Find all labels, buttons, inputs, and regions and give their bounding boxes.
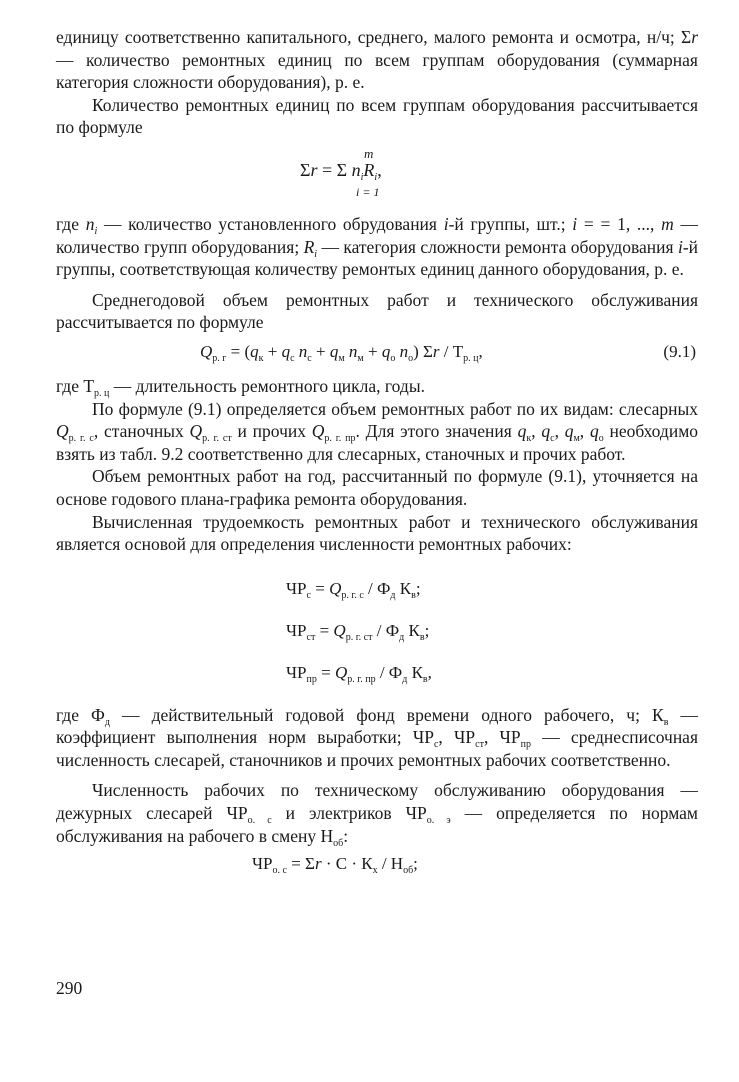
paragraph-3: где $n_i$ — количество установленного обрудования i-й группы, шт.; i = = 1, ..., m — количество групп оборудования; $R_i$ — категория сложности ремонта оборудования i-й группы, соответствующая количеству ремонтых единиц данного оборудования, р. е.: [56, 213, 699, 280]
page-number: 290: [56, 978, 83, 998]
formula-9-1-number: (9.1): [663, 341, 696, 361]
paragraph-5: где $Т_{р. ц}$ — длительность ремонтного цикла, годы.: [56, 375, 425, 399]
formula-chr-pr: $ЧР_{пр} = Q_{р. г. пр} / Ф_д$ $К_в$,: [286, 662, 432, 685]
sum-lower-limit: i = 1: [356, 184, 380, 199]
formula-9-1: [56, 339, 698, 367]
paragraph-1: единицу соответственно капитального, среднего, малого ремонта и осмотра, н/ч; Σr — количество ремонтных единиц по всем группам оборудования (суммарная категория сложности оборудования), р. е.: [56, 27, 698, 93]
document-page: [56, 26, 698, 876]
formula-chr-s: $ЧР_с = Q_{р. г. с} / Ф_д$ $К_в$;: [286, 578, 421, 601]
paragraph-7: Объем ремонтных работ на год, рассчитанный по формуле (9.1), уточняется на основе годового плана-графика ремонта оборудования.: [56, 466, 698, 509]
formula-sum-r: [56, 143, 698, 213]
formula-chr-st: $ЧР_{ст} = Q_{р. г. ст} / Ф_д$ $К_в$;: [286, 620, 430, 643]
paragraph-9: где $Ф_д$ — действительный годовой фонд времени одного рабочего, ч; $К_в$ — коэффициент выполнения норм выработки; $ЧР_с$, $ЧР_{ст}$, $ЧР_{пр}$ — среднесписочная численность слесарей, станочников и прочих ремонтных рабочих соответственно.: [56, 704, 699, 770]
paragraph-10: Численность рабочих по техническому обслуживанию оборудования — дежурных слесарей $ЧР_{о. с}$ и электриков $ЧР_{о. э}$ — определяется по нормам обслуживания на рабочего в смену $Н_{об}$:: [56, 780, 699, 849]
paragraph-2: Количество ремонтных единиц по всем группам оборудования рассчитывается по формуле: [56, 94, 698, 138]
formula-chr-os: $ЧР_{о. с} = \Sigma r \cdot С \cdot К_х / Н_{об}$;: [252, 854, 418, 877]
sum-main: Σr = Σ $n_iR_i$,: [300, 159, 382, 183]
sum-upper-limit: m: [364, 145, 374, 161]
paragraph-8: Вычисленная трудоемкость ремонтных работ и технического обслуживания является основой для определения численности ремонтных рабочих:: [56, 511, 698, 555]
formula-9-1-expression: $Q_{р. г} = (q_к + q_с$ $n_с + q_м$ $n_м + q_о$ $n_о$) Σr / $Т_{р. ц}$,: [200, 341, 483, 364]
paragraph-4: Среднегодовой объем ремонтных работ и технического обслуживания рассчитывается по формуле: [56, 289, 698, 333]
formula-group-workers: [56, 568, 698, 694]
paragraph-6: По формуле (9.1) определяется объем ремонтных работ по их видам: слесарных $Q_{р. г. с}$, станочных $Q_{р. г. ст}$ и прочих $Q_{р. г. пр}$. Для этого значения $q_к$, $q_с$, $q_м$, $q_о$ необходимо взять из табл. 9.2 соответственно для слесарных, станочных и прочих работ.: [56, 398, 699, 464]
